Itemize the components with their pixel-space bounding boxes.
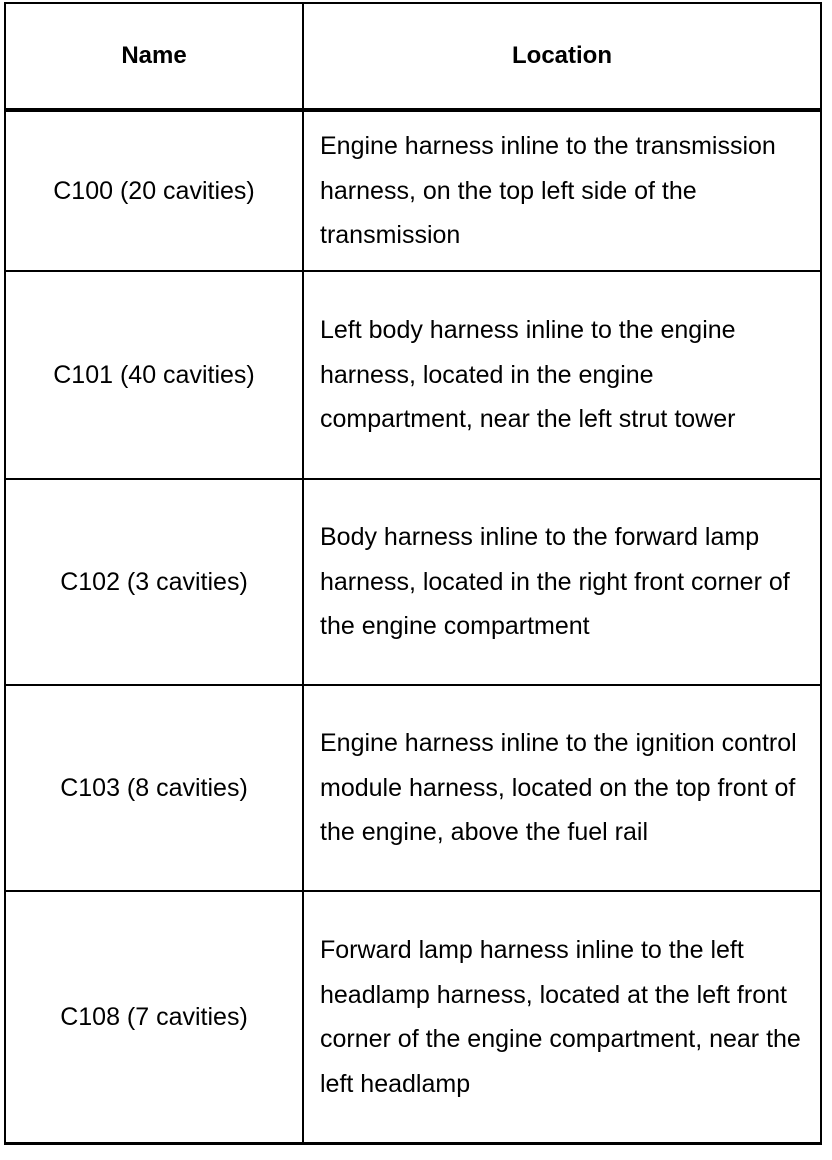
connector-name: C100 (20 cavities)	[5, 110, 303, 271]
connector-location: Forward lamp harness inline to the left headlamp harness, located at the left front corner of the engine compartment, near the left headlamp	[303, 891, 821, 1144]
connector-name: C101 (40 cavities)	[5, 271, 303, 479]
connector-table	[4, 2, 822, 1145]
connector-name: C103 (8 cavities)	[5, 685, 303, 891]
connector-name: C108 (7 cavities)	[5, 891, 303, 1144]
connector-name: C102 (3 cavities)	[5, 479, 303, 685]
table-row	[5, 110, 821, 271]
table-row	[5, 685, 821, 891]
connector-location: Left body harness inline to the engine harness, located in the engine compartment, near the left strut tower	[303, 271, 821, 479]
connector-location: Engine harness inline to the ignition control module harness, located on the top front of the engine, above the fuel rail	[303, 685, 821, 891]
header-location: Location	[303, 3, 821, 110]
table-row	[5, 891, 821, 1144]
connector-location: Engine harness inline to the transmission harness, on the top left side of the transmission	[303, 110, 821, 271]
header-name: Name	[5, 3, 303, 110]
table-row	[5, 479, 821, 685]
table-header-row	[5, 3, 821, 110]
table-row	[5, 271, 821, 479]
connector-location: Body harness inline to the forward lamp harness, located in the right front corner of the engine compartment	[303, 479, 821, 685]
